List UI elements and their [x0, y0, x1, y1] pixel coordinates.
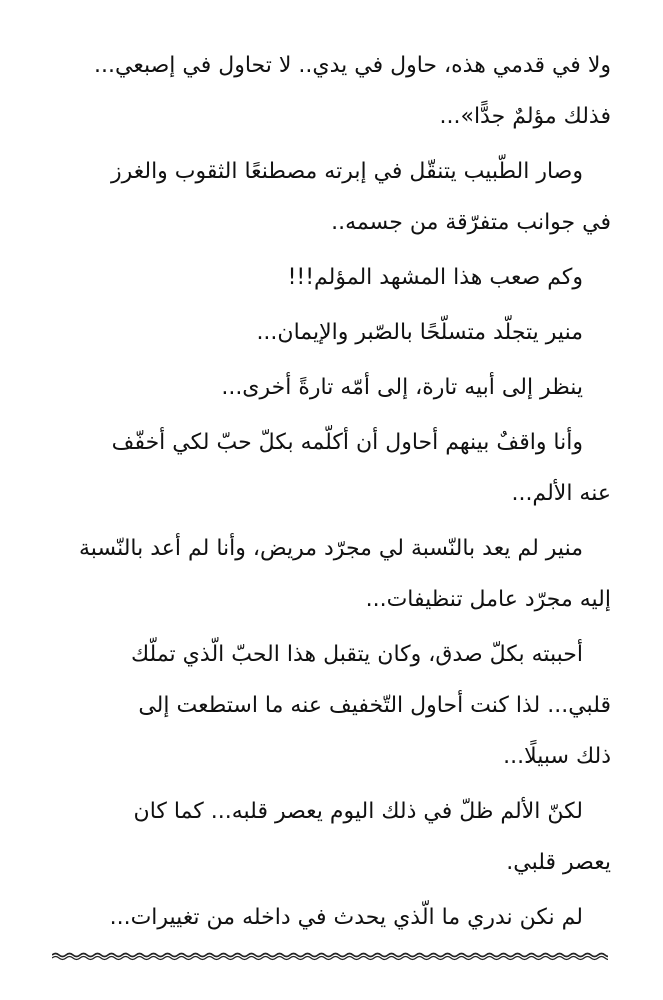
paragraph-line: يعصر قلبي.	[506, 850, 611, 875]
paragraph	[52, 362, 611, 413]
paragraph	[52, 786, 611, 888]
paragraph-line: قلبي... لذا كنت أحاول التّخفيف عنه ما استطعت إلى	[138, 693, 611, 718]
paragraph-line: لم نكن ندري ما الّذي يحدث في داخله من تغييرات...	[109, 905, 583, 930]
paragraph-line: وأنا واقفٌ بينهم أحاول أن أكلّمه بكلّ حبّ لكي أخفّف	[111, 430, 583, 455]
paragraph-line: وصار الطّبيب يتنقّل في إبرته مصطنعًا الثقوب والغرز	[110, 159, 583, 184]
paragraph-line: في جوانب متفرّقة من جسمه..	[331, 210, 611, 235]
paragraph	[52, 629, 611, 782]
paragraph-line: منير يتجلّد متسلّحًا بالصّبر والإيمان...	[256, 320, 583, 345]
paragraph	[52, 146, 611, 248]
paragraph	[52, 523, 611, 625]
paragraph-line: إليه مجرّد عامل تنظيفات...	[365, 587, 611, 612]
paragraph-line: ولا في قدمي هذه، حاول في يدي.. لا تحاول في إصبعي...	[94, 53, 611, 78]
paragraph-line: أحببته بكلّ صدق، وكان يتقبل هذا الحبّ الّذي تملّك	[131, 642, 583, 667]
paragraph	[52, 307, 611, 358]
paragraph-line: منير لم يعد بالنّسبة لي مجرّد مريض، وأنا لم أعد بالنّسبة	[79, 536, 583, 561]
paragraph-line: وكم صعب هذا المشهد المؤلم!!!	[287, 265, 583, 290]
paragraph-line: ينظر إلى أبيه تارة، إلى أمّه تارةً أخرى...	[221, 375, 583, 400]
paragraph	[52, 40, 611, 142]
text-body	[52, 40, 611, 943]
wavy-divider	[52, 948, 608, 962]
paragraph-line: عنه الألم...	[511, 481, 611, 506]
paragraph-line: ذلك سبيلًا...	[503, 744, 611, 769]
paragraph	[52, 892, 611, 943]
paragraph-line: فذلك مؤلمٌ جدًّا»...	[439, 104, 611, 129]
paragraph	[52, 252, 611, 303]
paragraph	[52, 417, 611, 519]
paragraph-line: لكنّ الألم ظلّ في ذلك اليوم يعصر قلبه... كما كان	[133, 799, 583, 824]
